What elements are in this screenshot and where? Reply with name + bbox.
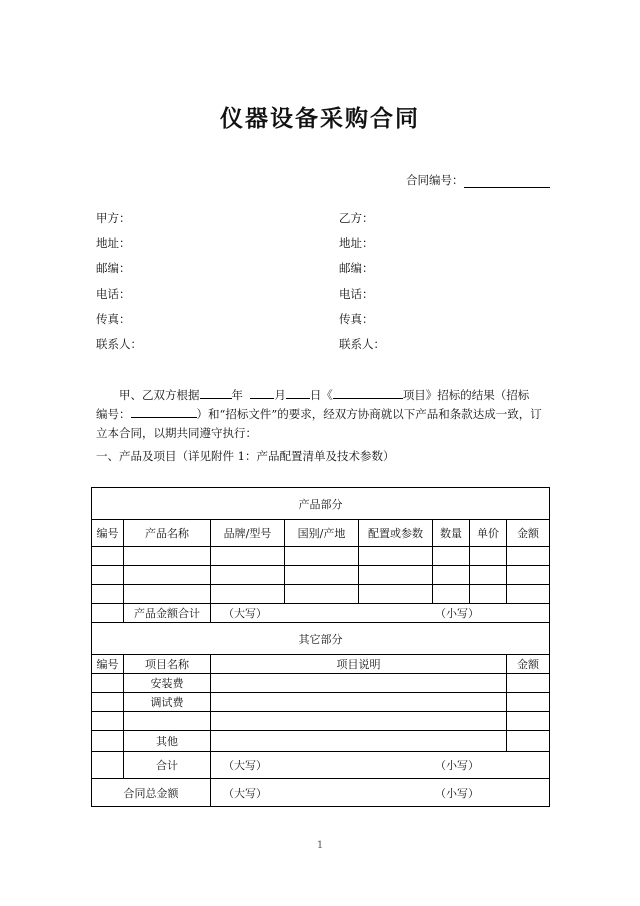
party-a-phone: 电话： (96, 287, 131, 301)
intro-paragraph (96, 386, 548, 443)
product-row (92, 585, 550, 604)
year-blank (200, 386, 232, 399)
day-blank (286, 386, 310, 399)
intro-year: 年 (231, 388, 243, 402)
other-row (92, 731, 550, 752)
header-unit-price: 单价 (470, 520, 507, 547)
month-blank (250, 386, 274, 399)
party-a-contact: 联系人： (96, 337, 142, 351)
amount-in-words: （大写） (223, 786, 267, 800)
other-row (92, 693, 550, 712)
other-header-description: 项目说明 (211, 655, 507, 674)
header-quantity: 数量 (433, 520, 470, 547)
other-item-installation: 安装费 (124, 674, 211, 693)
intro-text-2a: 编号： (96, 407, 131, 421)
product-row (92, 566, 550, 585)
party-a-postcode: 邮编： (96, 261, 131, 275)
contract-number-label: 合同编号： (406, 173, 464, 187)
header-amount: 金额 (507, 520, 550, 547)
product-header-row (92, 520, 550, 547)
other-header-number: 编号 (92, 655, 124, 674)
other-row (92, 674, 550, 693)
amount-in-figures: （小写） (435, 786, 479, 800)
party-b-name: 乙方： (339, 211, 374, 225)
product-section-row (92, 488, 550, 520)
product-total-label: 产品金额合计 (124, 604, 211, 623)
product-row (92, 547, 550, 566)
product-section-title: 产品部分 (92, 488, 550, 520)
intro-text-3: 立本合同，以期共同遵守执行： (96, 426, 257, 440)
header-product-name: 产品名称 (124, 520, 211, 547)
header-country-origin: 国别/产地 (285, 520, 359, 547)
other-header-item-name: 项目名称 (124, 655, 211, 674)
project-blank (333, 386, 403, 399)
header-number: 编号 (92, 520, 124, 547)
amount-in-figures: （小写） (435, 607, 479, 620)
party-a-fax: 传真： (96, 312, 131, 326)
other-header-amount: 金额 (507, 655, 550, 674)
tender-number-blank (131, 405, 197, 418)
grand-total-amount (211, 779, 550, 807)
intro-text-1: 甲、乙双方根据 (119, 388, 200, 402)
amount-in-words: （大写） (223, 759, 267, 772)
amount-in-figures: （小写） (435, 759, 479, 772)
section-1-heading: 一、产品及项目（详见附件 1：产品配置清单及技术参数） (96, 449, 395, 463)
other-section-title: 其它部分 (92, 623, 550, 655)
party-b-address: 地址： (339, 236, 374, 250)
contract-number (406, 172, 550, 188)
party-b-postcode: 邮编： (339, 261, 374, 275)
header-brand-model: 品牌/型号 (211, 520, 285, 547)
party-b-contact: 联系人： (339, 337, 385, 351)
page-number: 1 (316, 840, 324, 851)
intro-day: 日《 (309, 388, 333, 402)
procurement-table (91, 487, 550, 807)
party-b-phone: 电话： (339, 287, 374, 301)
other-item-commissioning: 调试费 (124, 693, 211, 712)
party-b-fax: 传真： (339, 312, 374, 326)
intro-project: 项目》招标的结果（招标 (402, 388, 530, 402)
subtotal-label: 合计 (124, 752, 211, 779)
contract-number-blank (464, 175, 550, 188)
grand-total-label: 合同总金额 (92, 779, 211, 807)
subtotal-amount (211, 752, 550, 779)
subtotal-row (92, 752, 550, 779)
document-title: 仪器设备采购合同 (220, 106, 420, 132)
amount-in-words: （大写） (223, 607, 267, 620)
other-item-others: 其他 (124, 731, 211, 752)
intro-text-2b: ）和“招标文件”的要求，经双方协商就以下产品和条款达成一致，订 (196, 407, 542, 421)
party-a-name: 甲方： (96, 211, 131, 225)
product-total-row (92, 604, 550, 623)
product-total-amount (211, 604, 550, 623)
grand-total-row (92, 779, 550, 807)
other-section-row (92, 623, 550, 655)
intro-month: 月 (274, 388, 286, 402)
other-row (92, 712, 550, 731)
header-configuration: 配置或参数 (359, 520, 433, 547)
party-a-address: 地址： (96, 236, 131, 250)
other-header-row (92, 655, 550, 674)
